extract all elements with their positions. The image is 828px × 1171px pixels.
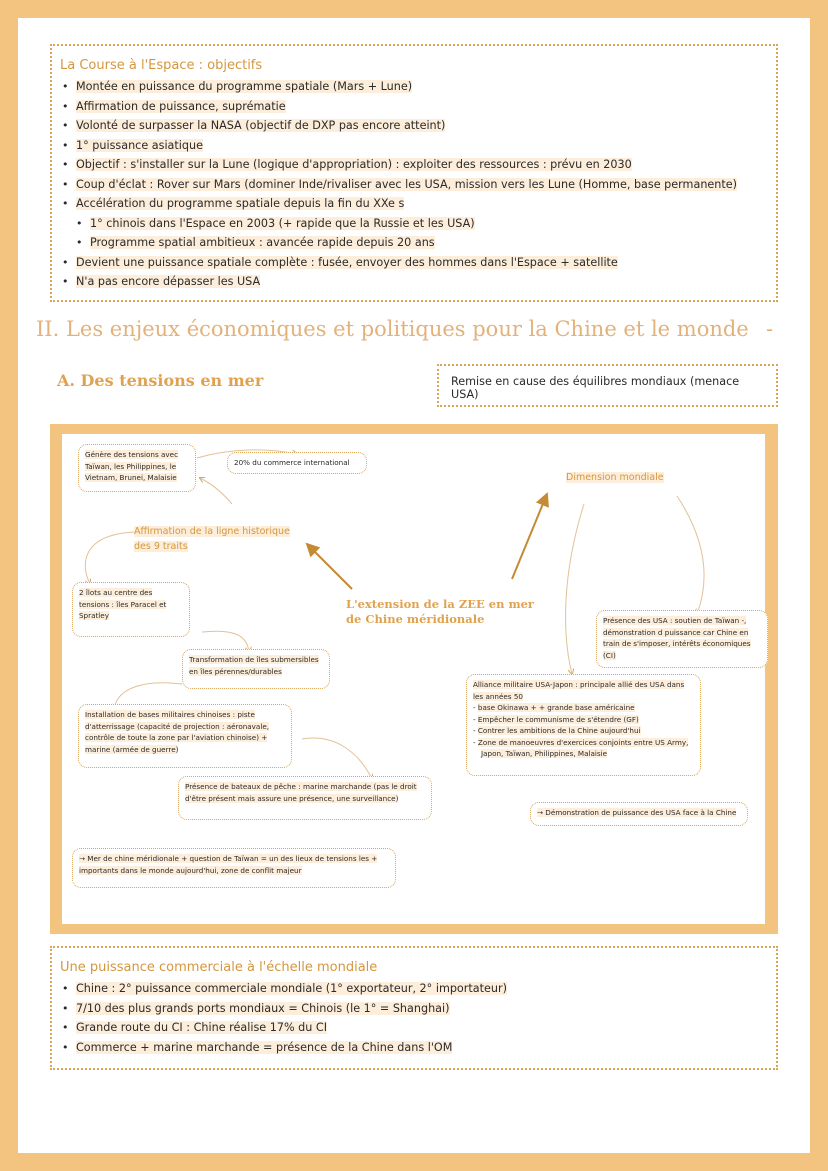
space-objectives-title: La Course à l'Espace : objectifs	[60, 58, 263, 73]
arrow-ligne-tensions	[200, 478, 232, 504]
node-bases: Installation de bases militaires chinoises : piste d'atterrissage (capacité de projection : aéronavale, contrôle de toute la zone par l'aviation chinoise) + marine (armée de guerre)	[78, 704, 292, 768]
node-conclusion: → Mer de chine méridionale + question de Taïwan = un des lieux de tensions les + importants dans le monde aujourd'hui, zone de conflit majeur	[72, 848, 396, 888]
arrow-center-ligne	[307, 544, 352, 589]
node-ligne: Affirmation de la ligne historique des 9 traits	[134, 526, 290, 552]
list-item: • N'a pas encore dépasser les USA	[60, 272, 766, 292]
list-item: • 7/10 des plus grands ports mondiaux = Chinois (le 1° = Shanghai)	[60, 999, 766, 1019]
subheading-tensions: A. Des tensions en mer	[57, 371, 264, 390]
arrow-dimension-alliance	[566, 504, 584, 674]
node-tensions: Génère des tensions avec Taïwan, les Philippines, le Vietnam, Brunei, Malaisie	[78, 444, 196, 492]
node-ilots: 2 îlots au centre des tensions : îles Paracel et Spratley	[72, 582, 190, 637]
mindmap-frame	[50, 424, 778, 934]
list-item: • Coup d'éclat : Rover sur Mars (dominer Inde/rivaliser avec les USA, mission vers les Lune (Homme, base permanente)	[60, 175, 766, 195]
note-box: Remise en cause des équilibres mondiaux (menace USA)	[437, 364, 778, 407]
node-presence-usa: Présence des USA : soutien de Taïwan -, démonstration d puissance car Chine en train de s'imposer, intérêts économiques (CI)	[596, 610, 768, 668]
alliance-item: - Empêcher le communisme de s'étendre (GF)	[473, 714, 639, 724]
arrow-center-dimension	[512, 494, 547, 579]
mindmap	[62, 434, 765, 924]
list-item: • Affirmation de puissance, suprématie	[60, 97, 766, 117]
node-peche: Présence de bateaux de pêche : marine marchande (pas le droit d'être présent mais assure une présence, une surveillance)	[178, 776, 432, 820]
node-dimension: Dimension mondiale	[566, 472, 664, 483]
commerce-title: Une puissance commerciale à l'échelle mondiale	[60, 960, 378, 975]
list-item: • Devient une puissance spatiale complète : fusée, envoyer des hommes dans l'Espace + satellite	[60, 253, 766, 273]
list-item: • Chine : 2° puissance commerciale mondiale (1° exportateur, 2° importateur)	[60, 979, 766, 999]
arrow-dimension-usa	[677, 496, 704, 614]
list-item: • 1° puissance asiatique	[60, 136, 766, 156]
section-heading-2: II. Les enjeux économiques et politiques pour la Chine et le monde	[36, 317, 749, 341]
alliance-item: - Zone de manoeuvres d'exercices conjoints entre US Army, Japon, Taïwan, Philippines, Malaisie	[473, 737, 689, 758]
list-item: • Accélération du programme spatiale depuis la fin du XXe s	[60, 194, 766, 214]
node-commerce: 20% du commerce international	[227, 452, 367, 474]
commerce-list	[60, 979, 766, 1057]
list-item: • Objectif : s'installer sur la Lune (logique d'appropriation) : exploiter des ressources : prévu en 2030	[60, 155, 766, 175]
list-item: • Montée en puissance du programme spatiale (Mars + Lune)	[60, 77, 766, 97]
space-objectives-list	[60, 77, 766, 292]
list-item: • Commerce + marine marchande = présence de la Chine dans l'OM	[60, 1038, 766, 1058]
alliance-item: - Contrer les ambitions de la Chine aujourd'hui	[473, 726, 641, 735]
arrow-bases-peche	[302, 738, 372, 779]
arrow-ligne-ilots	[85, 532, 136, 584]
list-item: • 1° chinois dans l'Espace en 2003 (+ rapide que la Russie et les USA)	[60, 214, 766, 234]
list-item: • Volonté de surpasser la NASA (objectif de DXP pas encore atteint)	[60, 116, 766, 136]
commerce-box	[50, 946, 778, 1070]
node-demonstration: → Démonstration de puissance des USA face à la Chine	[530, 802, 748, 826]
alliance-item: - base Okinawa + + grande base américaine	[473, 703, 635, 712]
space-objectives-box	[50, 44, 778, 302]
heading-dash: -	[766, 317, 774, 341]
center-title: L'extension de la ZEE en mer de Chine méridionale	[346, 597, 534, 626]
node-alliance: Alliance militaire USA-Japon : principale allié des USA dans les années 50 - base Okinawa + + grande base américaine - Empêcher le communisme de s'étendre (GF) - Contrer les ambitions de la Chine aujourd'hui - Zone de manoeuvres d'exercices conjoints entre US Army, Japon, Taïwan, Philippines, Malaisie	[466, 674, 701, 776]
list-item: • Programme spatial ambitieux : avancée rapide depuis 20 ans	[60, 233, 766, 253]
node-transformation: Transformation de îles submersibles en îles pérennes/durables	[182, 649, 330, 689]
list-item: • Grande route du CI : Chine réalise 17% du CI	[60, 1018, 766, 1038]
